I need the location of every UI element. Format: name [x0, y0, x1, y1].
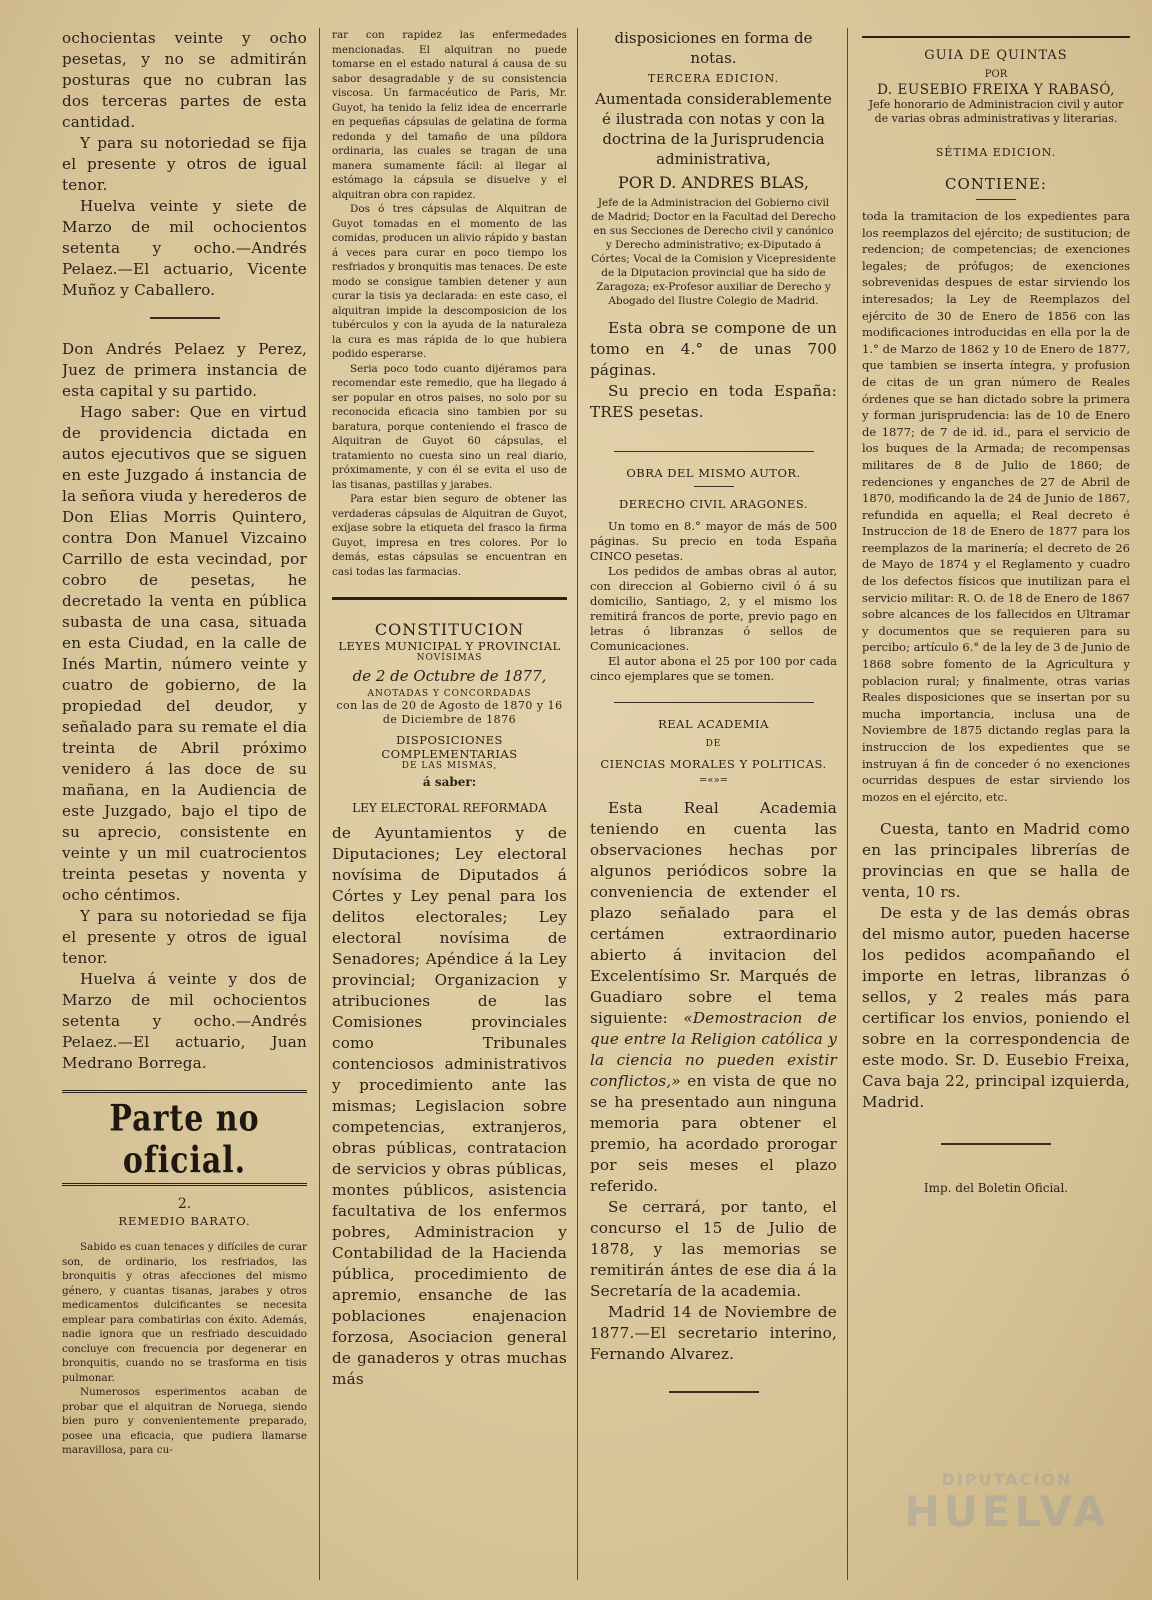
divider [332, 597, 567, 600]
paragraph: Un tomo en 8.° mayor de más de 500 páginas. Su precio en toda España CINCO pesetas. [590, 519, 837, 563]
paragraph: Y para su notoriedad se fija el presente y otros de igual tenor. [62, 907, 307, 967]
divider [614, 451, 814, 452]
ornament: =«»= [699, 775, 728, 786]
section-heading: CONTIENE: [945, 175, 1047, 193]
paragraph: Aumentada considerablemente é ilustrada con notas y con la doctrina de la Jurisprudencia administrativa, [595, 90, 832, 168]
paragraph: El autor abona el 25 por 100 por cada cinco ejemplares que se tomen. [590, 654, 837, 683]
paragraph [590, 798, 837, 1197]
paragraph: Huelva veinte y siete de Marzo de mil ochocientos setenta y ocho.—Andrés Pelaez.—El actuario, Vicente Muñoz y Caballero. [62, 197, 307, 299]
divider [62, 1090, 307, 1093]
paragraph: rar con rapidez las enfermedades mencionadas. El alquitran no puede tomarse en el estado natural á causa de su sabor desagradable y de su consistencia viscosa. Un farmacéutico de Paris, Mr. Guyot, ha tenido la feliz idea de encerrarle en pequeñas cápsulas de gelatina de forma redonda y del tamaño de una píldora ordinaria, las cuales se tragan de una manera sumamente fácil: al llegar al estómago la cápsula se disuelve y el alquitran obra con rapidez. [332, 29, 567, 201]
ad-subtitle: DE LAS MISMAS, [401, 761, 498, 771]
paragraph: Hago saber: Que en virtud de providencia dictada en autos ejecutivos que se siguen en este Juzgado á instancia de la señora viuda y herederos de Don Elias Morris Quintero, contra Don Manuel Vizcaino Carrillo de esta vecindad, por cobro de pesetas, he decretado la venta en pública subasta de una casa, situada en esta Ciudad, en la calle de Inés Martin, número veinte y cuatro de gobierno, de la propiedad del deudor, y señalado para su remate el dia treinta de Abril próximo venidero á las doce de su mañana, en la Audiencia de este Juzgado, bajo el tipo de su aprecio, consistente en veinte y un mil cuatrocientos treinta pesetas y noventa y ocho céntimos. [62, 403, 307, 904]
edition-label: TERCERA EDICION. [647, 72, 780, 85]
section-title: Parte no oficial. [109, 1098, 260, 1182]
ad-subtitle: ANOTADAS Y CONCORDADAS [367, 689, 532, 699]
paragraph: Se cerrará, por tanto, el concurso el 15 de Julio de 1878, y las memorias se remitirán ántes de ese dia á la Secretaría de la academia. [590, 1198, 837, 1300]
article-title: REMEDIO BARATO. [118, 1214, 251, 1228]
paragraph: disposiciones en forma de notas. [614, 29, 813, 67]
divider [669, 1391, 759, 1393]
section-heading: OBRA DEL MISMO AUTOR. [626, 466, 801, 480]
paragraph: De esta y de las demás obras del mismo autor, pueden hacerse los pedidos acompañando el importe en letras, libranzas ó sellos, y 2 reales más para certificar los envios, poniendo el sobre en la correspondencia de este modo. Sr. D. Eusebio Freixa, Cava baja 22, principal izquierda, Madrid. [862, 904, 1130, 1112]
paragraph: Seria poco todo cuanto dijéramos para recomendar este remedio, que ha llegado á ser popular en otros paises, no solo por su reconocida eficacia sino tambien por su baratura, porque conteniendo el frasco de Alquitran de Guyot 60 cápsulas, el tratamiento no cuesta sino un real diario, próximamente, y con él se evita el uso de las tisanas, pastillas y jarabes. [332, 362, 567, 491]
edition-label: SÉTIMA EDICION. [935, 146, 1057, 159]
section-heading: DE [705, 739, 722, 749]
paragraph: Madrid 14 de Noviembre de 1877.—El secretario interino, Fernando Alvarez. [590, 1303, 837, 1363]
ad-subtitle: LEY ELECTORAL REFORMADA [352, 801, 547, 815]
divider [62, 1183, 307, 1186]
author-name: D. EUSEBIO FREIXA Y RABASÓ, [877, 82, 1115, 98]
author-name: POR D. ANDRES BLAS, [617, 173, 809, 192]
author-description: Jefe honorario de Administracion civil y autor de varias obras administrativas y literarias. [868, 98, 1124, 125]
text-run: Esta Real Academia teniendo en cuenta las observaciones hechas por algunos periódicos sobre la conveniencia de extender el plazo señalado para el certámen extraordinario abierto á invitacion del Excelentísimo Sr. Marqués de Guadiaro sobre el tema siguiente: [590, 799, 837, 1027]
divider [862, 36, 1130, 38]
watermark-text: HUELVA [904, 1487, 1110, 1536]
ad-subtitle: NOVÍSIMAS [416, 653, 483, 663]
paragraph: Dos ó tres cápsulas de Alquitran de Guyot tomadas en el momento de las comidas, producen un alivio rápido y bastan á veces para curar en poco tiempo los resfriados y bronquitis mas tenaces. De este modo se consigue tambien detener y aun curar la tisis ya declarada: en este caso, el alquitran impide la descomposicion de los tubérculos y con la ayuda de la naturaleza la cura es mas rápida de lo que hubiera podido esperarse. [332, 203, 567, 360]
watermark-text: DIPUTACIÓN [941, 1470, 1073, 1489]
section-heading: CIENCIAS MORALES Y POLITICAS. [600, 757, 827, 771]
column-2 [320, 28, 578, 1580]
ad-subtitle: á saber: [422, 775, 477, 789]
text-run: en vista de que no se ha presentado aun ninguna memoria para obtener el premio, ha acordado prorogar por seis meses el plazo referido. [590, 1072, 837, 1195]
paragraph: de Ayuntamientos y de Diputaciones; Ley electoral novísima de Diputados á Córtes y Ley penal para los delitos electorales; Ley electoral novísima de Senadores; Apéndice á la Ley provincial; Organizacion y atribuciones de las Comisiones provinciales como Tribunales contenciosos administrativos y procedimiento ante las mismas; Legislacion sobre competencias, extranjeros, obras públicas, contratacion de servicios y obras públicas, montes públicos, asistencia facultativa de los enfermos pobres, Administracion y Contabilidad de la Hacienda pública, procedimiento de apremio, ensanche de las poblaciones enajenacion forzosa, Asociacion general de ganaderos y otras muchas más [332, 824, 567, 1388]
paragraph: Los pedidos de ambas obras al autor, con direccion al Gobierno civil ó á su domicilio, Santiago, 2, y el mismo los remitirá francos de porte, previo pago en letras ó libranzas ó sellos de Comunicaciones. [590, 564, 837, 653]
paragraph: Huelva á veinte y dos de Marzo de mil ochocientos setenta y ocho.—Andrés Pelaez.—El actuario, Juan Medrano Borrega. [62, 970, 307, 1072]
ad-subtitle: DISPOSICIONES COMPLEMENTARIAS [381, 733, 518, 761]
edict-heading: Don Andrés Pelaez y Perez, Juez de primera instancia de esta capital y su partido. [62, 340, 307, 400]
ad-subtitle: POR [984, 69, 1008, 80]
divider [614, 702, 814, 703]
paragraph: Su precio en toda España: TRES pesetas. [590, 382, 837, 421]
paragraph: Para estar bien seguro de obtener las verdaderas cápsulas de Alquitran de Guyot, exíjase sobre la etiqueta del frasco la firma Guyot, impresa en tres colores. Por lo demás, estas cápsulas se encuentran en casi todas las farmacias. [332, 493, 567, 578]
divider [976, 199, 1016, 200]
paragraph: Sabido es cuan tenaces y difíciles de curar son, de ordinario, los resfriados, las bronquitis y otras afecciones del mismo género, y cuantas tisanas, jarabes y otros medicamentos dulcificantes se necesita emplear para combatirlas con éxito. Además, nadie ignora que un resfriado descuidado concluye con frecuencia por degenerar en bronquitis, cuando no se trasforma en tisis pulmonar. [62, 1241, 307, 1384]
author-description: Jefe de la Administracion del Gobierno civil de Madrid; Doctor en la Facultad del Derecho en sus Secciones de Derecho civil y canónico y Derecho administrativo; ex-Diputado á Córtes; Vocal de la Comision y Vicepresidente de la Diputacion provincial que ha sido de Zaragoza; ex-Profesor auxiliar de Derecho y Abogado del Ilustre Colegio de Madrid. [591, 197, 836, 307]
paragraph: Y para su notoriedad se fija el presente y otros de igual tenor. [62, 134, 307, 194]
paragraph: toda la tramitacion de los expedientes para los reemplazos del ejército; de sustitucion; de redencion; de competencias; de exenciones legales; de prófugos; de exenciones sobrevenidas despues de estar sirviendo los interesados; la Ley de Reemplazos del ejército de 30 de Enero de 1856 con las modificaciones introducidas en ella por la de 1.° de Marzo de 1862 y 10 de Enero de 1877, que tambien se inserta íntegra, y profusion de citas de un gran número de Reales órdenes que se han dictado sobre la primera y forman jurisprudencia: las de 10 de Enero de 1877; de 7 de id. id., para el servicio de los buques de la Armada; de recompensas militares de 8 de Julio de 1860; de redenciones y enganches de 27 de Abril de 1870, modificando la de 24 de Junio de 1867, refundida en aquella; el Real decreto é Instruccion de 18 de Enero de 1877 para los reemplazos de la marinería; el decreto de 26 de Mayo de 1874 y el Reglamento y cuadro de los defectos físicos que inutilizan para el servicio militar: R. O. de 18 de Enero de 1867 sobre alcances de los fallecidos en Ultramar y documentos que se requieren para su percibo; artículo 6.° de la ley de 3 de Junio de 1868 sobre fomento de la Agricultura y poblacion rural; y finalmente, otras varias Reales disposiciones que se insertan por su mucha importancia, inclusa una de Noviembre de 1875 dictando reglas para la instruccion de los expedientes que se instruyan á fin de conceder ó no exenciones ocurridas despues de estar sirviendo los mozos en el ejército, etc. [862, 209, 1130, 804]
divider [150, 317, 220, 319]
article-number: 2. [177, 1196, 192, 1212]
ad-title: GUIA DE QUINTAS [924, 48, 1068, 63]
column-1 [62, 28, 320, 1580]
section-heading: DERECHO CIVIL ARAGONES. [618, 497, 809, 511]
ad-date: de 2 de Octubre de 1877, [352, 667, 547, 685]
column-3 [578, 28, 848, 1580]
paragraph: Esta obra se compone de un tomo en 4.° de unas 700 páginas. [590, 319, 837, 379]
paragraph: Numerosos esperimentos acaban de probar que el alquitran de Noruega, siendo bien puro y convenientemente preparado, posee una eficacia, que pudiera llamarse maravillosa, para cu- [62, 1386, 307, 1456]
column-4 [848, 28, 1130, 1580]
divider [694, 486, 734, 487]
paragraph: ochocientas veinte y ocho pesetas, y no se admitirán posturas que no cubran las dos terceras partes de esta cantidad. [62, 29, 307, 131]
section-heading: REAL ACADEMIA [658, 717, 769, 731]
ad-subtitle: con las de 20 de Agosto de 1870 y 16 de Diciembre de 1876 [336, 699, 563, 726]
divider [941, 1143, 1051, 1145]
quoted-theme: «Demostracion de que entre la Religion católica y la ciencia no pueden existir conflictos,» [590, 1009, 837, 1090]
archive-watermark [892, 1470, 1122, 1560]
ad-title: CONSTITUCION [374, 620, 525, 639]
imprint: Imp. del Boletin Oficial. [923, 1181, 1069, 1196]
ad-subtitle: LEYES MUNICIPAL Y PROVINCIAL [338, 639, 561, 653]
paragraph: Cuesta, tanto en Madrid como en las principales librerías de provincias en que se halla de venta, 10 rs. [862, 820, 1130, 902]
